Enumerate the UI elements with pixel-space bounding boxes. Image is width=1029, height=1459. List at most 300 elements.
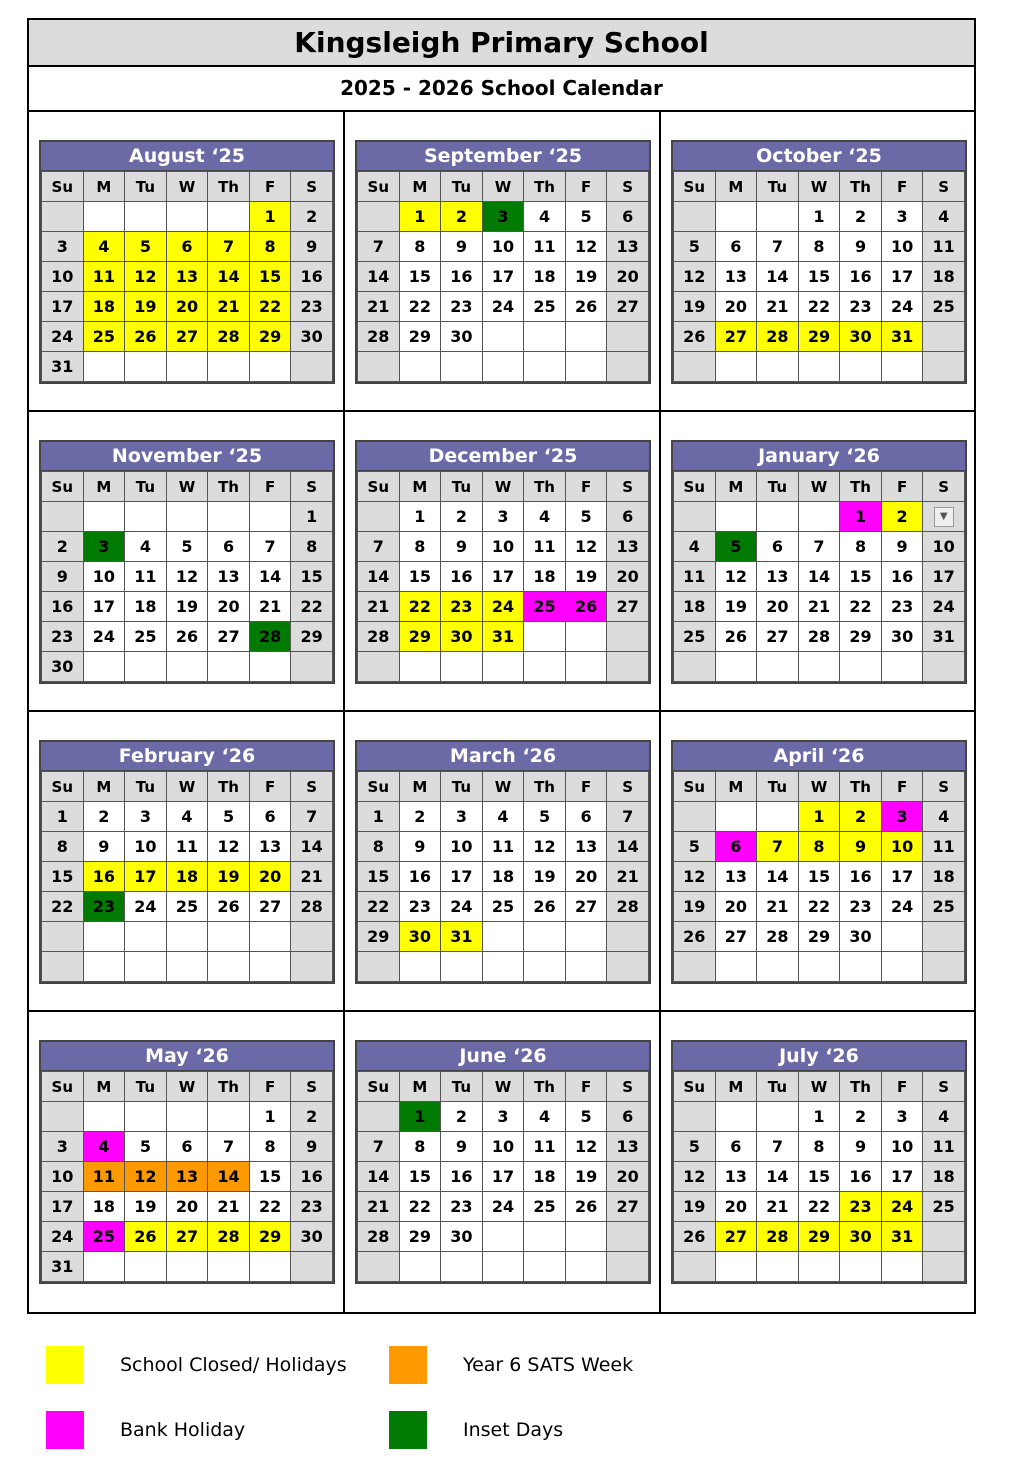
empty-day-cell bbox=[565, 322, 607, 352]
day-cell: 28 bbox=[757, 322, 799, 352]
days-table bbox=[357, 1071, 649, 1282]
week-row bbox=[358, 832, 649, 862]
day-cell: 19 bbox=[125, 292, 167, 322]
school-title: Kingsleigh Primary School bbox=[29, 20, 974, 67]
empty-day-cell bbox=[923, 922, 965, 952]
day-cell: 13 bbox=[607, 232, 649, 262]
empty-day-cell bbox=[166, 352, 208, 382]
day-cell: 8 bbox=[798, 832, 840, 862]
empty-day-cell bbox=[565, 622, 607, 652]
empty-day-cell bbox=[674, 952, 716, 982]
day-cell: 2 bbox=[840, 1102, 882, 1132]
day-cell: 25 bbox=[125, 622, 167, 652]
month-calendar bbox=[355, 740, 651, 984]
day-cell: 14 bbox=[291, 832, 333, 862]
month-title: December ‘25 bbox=[357, 442, 649, 471]
weekday-header: M bbox=[83, 1072, 125, 1102]
empty-day-cell bbox=[798, 502, 840, 532]
month-cell bbox=[345, 1012, 661, 1312]
day-cell: 16 bbox=[840, 862, 882, 892]
empty-day-cell bbox=[565, 1252, 607, 1282]
day-cell: 23 bbox=[881, 592, 923, 622]
day-cell: 11 bbox=[923, 232, 965, 262]
day-cell: 20 bbox=[715, 892, 757, 922]
day-cell: 8 bbox=[399, 232, 441, 262]
day-cell: 30 bbox=[399, 922, 441, 952]
weekday-header: Th bbox=[840, 1072, 882, 1102]
day-cell: 3 bbox=[441, 802, 483, 832]
week-row bbox=[674, 1162, 965, 1192]
day-cell: 31 bbox=[923, 622, 965, 652]
empty-day-cell bbox=[565, 1222, 607, 1252]
day-cell: 2 bbox=[881, 502, 923, 532]
day-cell: 10 bbox=[42, 1162, 84, 1192]
day-cell: 19 bbox=[565, 562, 607, 592]
day-cell: 4 bbox=[923, 1102, 965, 1132]
sats-swatch bbox=[389, 1346, 427, 1384]
day-cell: 13 bbox=[166, 262, 208, 292]
empty-day-cell bbox=[482, 1252, 524, 1282]
day-cell: 5 bbox=[674, 232, 716, 262]
day-cell: 1 bbox=[840, 502, 882, 532]
empty-day-cell bbox=[798, 352, 840, 382]
weekday-header: Tu bbox=[441, 172, 483, 202]
day-cell: 21 bbox=[208, 292, 250, 322]
day-cell: 20 bbox=[757, 592, 799, 622]
day-cell: 24 bbox=[42, 1222, 84, 1252]
day-cell: 28 bbox=[757, 1222, 799, 1252]
day-cell: 6 bbox=[715, 232, 757, 262]
week-row bbox=[358, 862, 649, 892]
day-cell: 9 bbox=[840, 1132, 882, 1162]
day-cell: 29 bbox=[358, 922, 400, 952]
weekday-header: W bbox=[166, 772, 208, 802]
empty-day-cell bbox=[399, 352, 441, 382]
day-cell: 11 bbox=[83, 1162, 125, 1192]
day-cell: 11 bbox=[674, 562, 716, 592]
day-cell: 24 bbox=[881, 1192, 923, 1222]
day-cell: 20 bbox=[715, 1192, 757, 1222]
weekday-header: F bbox=[881, 772, 923, 802]
empty-day-cell bbox=[208, 502, 250, 532]
weekday-header: W bbox=[166, 472, 208, 502]
empty-day-cell bbox=[524, 1222, 566, 1252]
day-cell: 21 bbox=[798, 592, 840, 622]
day-cell: 24 bbox=[482, 1192, 524, 1222]
weekday-header: M bbox=[399, 772, 441, 802]
week-row bbox=[358, 292, 649, 322]
day-cell: 26 bbox=[674, 1222, 716, 1252]
day-cell: 22 bbox=[399, 1192, 441, 1222]
week-row bbox=[358, 502, 649, 532]
day-cell: 13 bbox=[166, 1162, 208, 1192]
day-cell: 6 bbox=[166, 1132, 208, 1162]
weekday-header: S bbox=[607, 472, 649, 502]
week-row bbox=[42, 292, 333, 322]
day-cell: 9 bbox=[291, 1132, 333, 1162]
weekday-header: W bbox=[482, 172, 524, 202]
day-cell: 13 bbox=[249, 832, 291, 862]
day-cell: 11 bbox=[524, 232, 566, 262]
week-row bbox=[358, 952, 649, 982]
empty-day-cell bbox=[249, 352, 291, 382]
week-row bbox=[674, 532, 965, 562]
empty-day-cell bbox=[607, 1252, 649, 1282]
weekday-header: Th bbox=[524, 472, 566, 502]
day-cell: 23 bbox=[291, 292, 333, 322]
day-cell: 12 bbox=[674, 862, 716, 892]
day-cell: 30 bbox=[881, 622, 923, 652]
days-table bbox=[357, 171, 649, 382]
weekday-header: Th bbox=[208, 472, 250, 502]
day-cell: 27 bbox=[166, 322, 208, 352]
day-cell: 13 bbox=[757, 562, 799, 592]
empty-day-cell bbox=[757, 802, 799, 832]
day-cell: 24 bbox=[125, 892, 167, 922]
day-cell: 18 bbox=[482, 862, 524, 892]
week-row bbox=[674, 1222, 965, 1252]
weekday-header: Th bbox=[524, 1072, 566, 1102]
week-row bbox=[42, 892, 333, 922]
week-row bbox=[358, 1252, 649, 1282]
weekday-header: Th bbox=[840, 772, 882, 802]
empty-day-cell bbox=[125, 1102, 167, 1132]
empty-day-cell bbox=[358, 202, 400, 232]
day-cell: 23 bbox=[840, 292, 882, 322]
dropdown-arrow-icon[interactable]: ▼ bbox=[934, 507, 954, 527]
week-row bbox=[358, 262, 649, 292]
empty-day-cell bbox=[607, 922, 649, 952]
empty-day-cell bbox=[42, 922, 84, 952]
empty-day-cell bbox=[715, 802, 757, 832]
day-cell: 5 bbox=[674, 832, 716, 862]
day-cell: 2 bbox=[291, 202, 333, 232]
day-cell: 1 bbox=[399, 502, 441, 532]
day-cell: 24 bbox=[83, 622, 125, 652]
day-cell: 15 bbox=[798, 262, 840, 292]
day-cell: 19 bbox=[715, 592, 757, 622]
month-grid bbox=[29, 112, 974, 1312]
month-calendar bbox=[39, 740, 335, 984]
empty-day-cell bbox=[757, 352, 799, 382]
day-cell: 12 bbox=[565, 1132, 607, 1162]
empty-day-cell bbox=[715, 502, 757, 532]
week-row bbox=[42, 1102, 333, 1132]
empty-day-cell bbox=[441, 352, 483, 382]
day-cell: 9 bbox=[399, 832, 441, 862]
empty-day-cell bbox=[83, 502, 125, 532]
day-cell: 12 bbox=[166, 562, 208, 592]
day-cell: 5 bbox=[208, 802, 250, 832]
day-cell: 7 bbox=[358, 532, 400, 562]
day-cell: 27 bbox=[607, 1192, 649, 1222]
day-cell: 16 bbox=[840, 262, 882, 292]
week-row bbox=[674, 232, 965, 262]
day-cell: 28 bbox=[208, 322, 250, 352]
weekday-header: W bbox=[482, 1072, 524, 1102]
day-cell: 25 bbox=[524, 592, 566, 622]
day-cell: 19 bbox=[565, 262, 607, 292]
day-cell: 11 bbox=[923, 1132, 965, 1162]
weekday-header: W bbox=[798, 772, 840, 802]
day-cell: 26 bbox=[565, 592, 607, 622]
day-cell: 28 bbox=[358, 1222, 400, 1252]
day-cell: 12 bbox=[715, 562, 757, 592]
day-cell: 31 bbox=[441, 922, 483, 952]
weekday-header: M bbox=[83, 772, 125, 802]
weekday-header: Th bbox=[524, 772, 566, 802]
empty-day-cell bbox=[399, 652, 441, 682]
day-cell: 7 bbox=[798, 532, 840, 562]
day-cell: 2 bbox=[441, 1102, 483, 1132]
day-cell: 26 bbox=[565, 292, 607, 322]
day-cell: 3 bbox=[881, 202, 923, 232]
day-cell: 6 bbox=[607, 202, 649, 232]
day-cell: 16 bbox=[840, 1162, 882, 1192]
empty-day-cell bbox=[607, 622, 649, 652]
day-cell: 10 bbox=[441, 832, 483, 862]
month-title: February ‘26 bbox=[41, 742, 333, 771]
empty-day-cell bbox=[208, 202, 250, 232]
empty-day-cell bbox=[607, 1222, 649, 1252]
day-cell: 22 bbox=[42, 892, 84, 922]
day-cell: 3 bbox=[482, 1102, 524, 1132]
day-cell: 26 bbox=[166, 622, 208, 652]
day-cell: 17 bbox=[125, 862, 167, 892]
day-cell: 4 bbox=[125, 532, 167, 562]
week-row bbox=[42, 922, 333, 952]
month-calendar bbox=[355, 140, 651, 384]
day-cell: 12 bbox=[125, 1162, 167, 1192]
day-cell: 20 bbox=[249, 862, 291, 892]
empty-day-cell bbox=[923, 322, 965, 352]
week-row bbox=[674, 652, 965, 682]
day-cell: 1 bbox=[358, 802, 400, 832]
weekday-header: Tu bbox=[441, 472, 483, 502]
day-cell: 11 bbox=[923, 832, 965, 862]
day-cell: 30 bbox=[441, 622, 483, 652]
weekday-header: F bbox=[565, 472, 607, 502]
week-row bbox=[674, 802, 965, 832]
month-calendar bbox=[355, 440, 651, 684]
day-cell: 4 bbox=[923, 202, 965, 232]
day-cell: 10 bbox=[42, 262, 84, 292]
day-cell: 19 bbox=[166, 592, 208, 622]
day-cell: 13 bbox=[607, 1132, 649, 1162]
day-cell: 17 bbox=[482, 1162, 524, 1192]
day-cell: 26 bbox=[674, 922, 716, 952]
day-cell: 28 bbox=[358, 322, 400, 352]
day-cell: 29 bbox=[840, 622, 882, 652]
calendar-sheet bbox=[27, 18, 976, 1314]
day-cell: 18 bbox=[524, 1162, 566, 1192]
day-cell: 21 bbox=[291, 862, 333, 892]
empty-day-cell bbox=[524, 1252, 566, 1282]
weekday-header: W bbox=[166, 172, 208, 202]
weekday-header: F bbox=[881, 1072, 923, 1102]
day-cell: 14 bbox=[757, 862, 799, 892]
weekday-header: F bbox=[249, 1072, 291, 1102]
day-cell: 5 bbox=[125, 232, 167, 262]
day-cell: 28 bbox=[291, 892, 333, 922]
days-table bbox=[673, 771, 965, 982]
day-cell: 21 bbox=[757, 292, 799, 322]
day-cell: 6 bbox=[607, 502, 649, 532]
empty-day-cell bbox=[441, 952, 483, 982]
day-cell: 31 bbox=[881, 322, 923, 352]
day-cell: 21 bbox=[358, 1192, 400, 1222]
empty-day-cell bbox=[715, 352, 757, 382]
week-row bbox=[674, 622, 965, 652]
week-row bbox=[358, 622, 649, 652]
day-cell: 25 bbox=[923, 892, 965, 922]
day-cell: 13 bbox=[208, 562, 250, 592]
empty-day-cell bbox=[166, 952, 208, 982]
weekday-header: Tu bbox=[441, 772, 483, 802]
week-row bbox=[42, 1162, 333, 1192]
day-cell: 10 bbox=[482, 1132, 524, 1162]
month-calendar bbox=[671, 1040, 967, 1284]
day-cell: 7 bbox=[358, 232, 400, 262]
month-title: May ‘26 bbox=[41, 1042, 333, 1071]
month-title: June ‘26 bbox=[357, 1042, 649, 1071]
empty-day-cell bbox=[249, 1252, 291, 1282]
month-cell bbox=[661, 1012, 974, 1312]
empty-day-cell bbox=[358, 352, 400, 382]
day-cell: 24 bbox=[923, 592, 965, 622]
empty-day-cell bbox=[524, 322, 566, 352]
empty-day-cell bbox=[125, 952, 167, 982]
day-cell: 17 bbox=[42, 292, 84, 322]
day-cell: 6 bbox=[166, 232, 208, 262]
day-cell: 3 bbox=[125, 802, 167, 832]
empty-day-cell bbox=[291, 352, 333, 382]
month-calendar bbox=[39, 440, 335, 684]
day-cell: 14 bbox=[607, 832, 649, 862]
empty-day-cell bbox=[291, 1252, 333, 1282]
week-row bbox=[358, 652, 649, 682]
day-cell: 31 bbox=[881, 1222, 923, 1252]
weekday-header: S bbox=[923, 172, 965, 202]
day-cell: 14 bbox=[208, 1162, 250, 1192]
month-cell bbox=[29, 1012, 345, 1312]
week-row bbox=[674, 352, 965, 382]
empty-day-cell bbox=[441, 652, 483, 682]
bank-holiday-swatch bbox=[46, 1411, 84, 1449]
day-cell: 27 bbox=[565, 892, 607, 922]
week-row bbox=[358, 802, 649, 832]
day-cell: 12 bbox=[208, 832, 250, 862]
empty-day-cell bbox=[715, 202, 757, 232]
day-cell: 8 bbox=[399, 532, 441, 562]
day-cell: 30 bbox=[441, 1222, 483, 1252]
weekday-header: W bbox=[166, 1072, 208, 1102]
day-cell: 21 bbox=[757, 892, 799, 922]
empty-day-cell bbox=[524, 952, 566, 982]
empty-day-cell bbox=[358, 1252, 400, 1282]
weekday-header: Tu bbox=[757, 472, 799, 502]
day-cell: 23 bbox=[83, 892, 125, 922]
day-cell: 12 bbox=[524, 832, 566, 862]
empty-day-cell bbox=[840, 952, 882, 982]
day-cell: 9 bbox=[840, 232, 882, 262]
weekday-header: Tu bbox=[757, 172, 799, 202]
empty-day-cell bbox=[358, 502, 400, 532]
weekday-header: M bbox=[83, 172, 125, 202]
day-cell: 2 bbox=[291, 1102, 333, 1132]
day-cell: 17 bbox=[923, 562, 965, 592]
day-cell: 12 bbox=[674, 262, 716, 292]
week-row bbox=[42, 622, 333, 652]
day-cell: 5 bbox=[524, 802, 566, 832]
day-cell: 27 bbox=[249, 892, 291, 922]
empty-day-cell bbox=[208, 922, 250, 952]
day-cell: 16 bbox=[399, 862, 441, 892]
empty-day-cell bbox=[83, 652, 125, 682]
empty-day-cell bbox=[674, 202, 716, 232]
week-row bbox=[674, 502, 965, 532]
day-cell: 7 bbox=[291, 802, 333, 832]
empty-day-cell bbox=[607, 652, 649, 682]
week-row bbox=[674, 1192, 965, 1222]
day-cell: 17 bbox=[42, 1192, 84, 1222]
day-cell: 25 bbox=[482, 892, 524, 922]
empty-day-cell bbox=[923, 1252, 965, 1282]
day-cell: 29 bbox=[249, 1222, 291, 1252]
day-cell: 8 bbox=[291, 532, 333, 562]
day-cell: 30 bbox=[291, 1222, 333, 1252]
day-cell: 28 bbox=[798, 622, 840, 652]
day-cell: 6 bbox=[715, 832, 757, 862]
day-cell: 10 bbox=[881, 232, 923, 262]
week-row bbox=[358, 922, 649, 952]
empty-day-cell bbox=[757, 652, 799, 682]
day-cell: 13 bbox=[565, 832, 607, 862]
empty-day-cell bbox=[565, 652, 607, 682]
weekday-header: Tu bbox=[125, 772, 167, 802]
day-cell: 11 bbox=[125, 562, 167, 592]
weekday-header: Su bbox=[358, 172, 400, 202]
empty-day-cell bbox=[249, 652, 291, 682]
day-cell: 25 bbox=[83, 322, 125, 352]
holiday-swatch bbox=[46, 1346, 84, 1384]
day-cell: 26 bbox=[125, 1222, 167, 1252]
empty-day-cell bbox=[757, 952, 799, 982]
weekday-header: Th bbox=[208, 172, 250, 202]
day-cell: 3 bbox=[482, 502, 524, 532]
day-cell: 8 bbox=[249, 1132, 291, 1162]
week-row bbox=[42, 802, 333, 832]
day-cell: 18 bbox=[83, 292, 125, 322]
day-cell: 10 bbox=[482, 532, 524, 562]
day-cell: 6 bbox=[715, 1132, 757, 1162]
day-cell: 10 bbox=[125, 832, 167, 862]
empty-day-cell bbox=[399, 952, 441, 982]
empty-day-cell bbox=[249, 952, 291, 982]
day-cell: 23 bbox=[42, 622, 84, 652]
day-cell: 18 bbox=[83, 1192, 125, 1222]
day-cell: 13 bbox=[715, 1162, 757, 1192]
day-cell: 11 bbox=[524, 1132, 566, 1162]
week-row bbox=[42, 832, 333, 862]
legend bbox=[0, 1340, 1029, 1450]
weekday-header: Tu bbox=[757, 1072, 799, 1102]
empty-day-cell bbox=[923, 1222, 965, 1252]
weekday-header: F bbox=[249, 172, 291, 202]
day-cell: 10 bbox=[923, 532, 965, 562]
weekday-header: S bbox=[923, 472, 965, 502]
day-cell: 20 bbox=[166, 292, 208, 322]
